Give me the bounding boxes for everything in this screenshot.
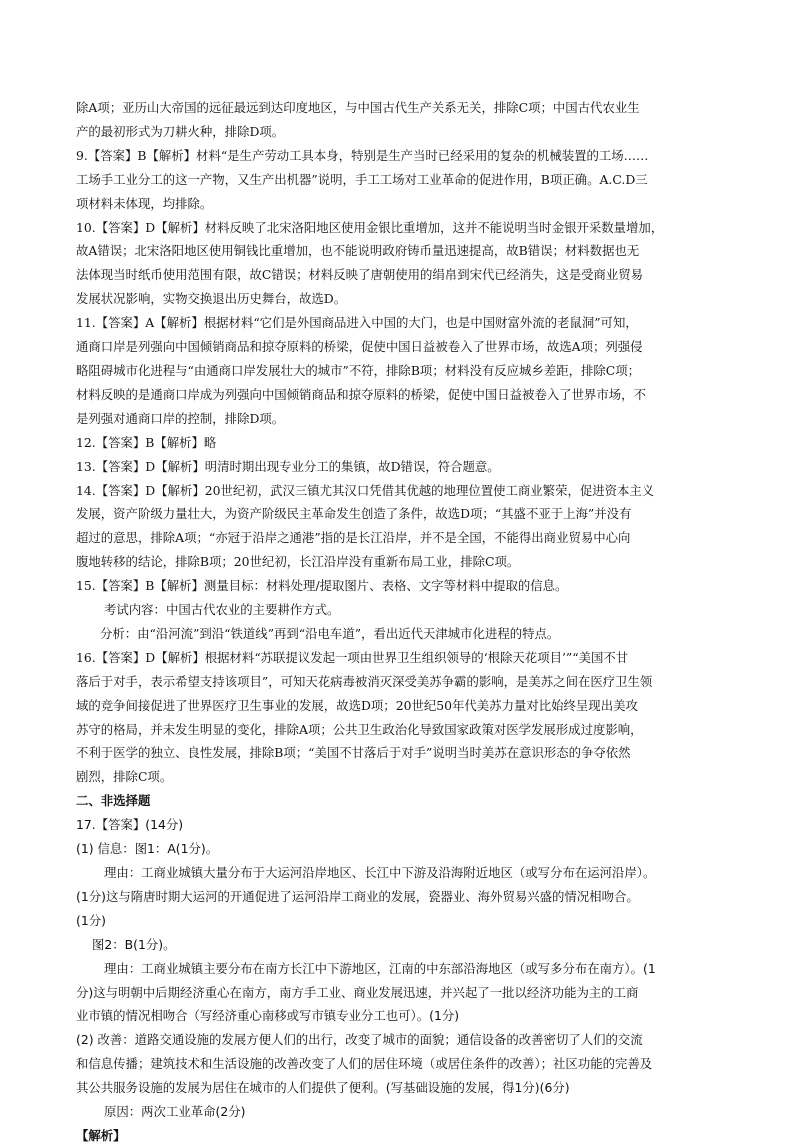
text-line: 苏守的格局，并未发生明显的变化，排除A项；公共卫生政治化导致国家政策对医学发展形成过度影响， bbox=[76, 721, 643, 737]
text-line: 超过的意思，排除A项；“亦冠于沿岸之通港”指的是长江沿岸，并不是全国，不能得出商业贸易中心向 bbox=[76, 530, 631, 546]
text-line: 法体现当时纸币使用范围有限，故C错误；材料反映了唐朝使用的绢帛到宋代已经消失，这是受商业贸易 bbox=[76, 267, 644, 283]
text-line: 产的最初形式为刀耕火种，排除D项。 bbox=[76, 123, 285, 139]
answer-15: 15.【答案】B【解析】测量目标：材料处理/提取图片、表格、文字等材料中提取的信息。 bbox=[76, 578, 568, 594]
text-line: 分)这与明朝中后期经济重心在南方，南方手工业、商业发展迅速，并兴起了一批以经济功能为主的工商 bbox=[76, 984, 639, 1000]
text-line: 除A项；亚历山大帝国的远征最远到达印度地区，与中国古代生产关系无关，排除C项；中国古代农业生 bbox=[76, 100, 640, 115]
section-heading: 二、非选择题 bbox=[76, 793, 151, 809]
text-line: (1分) bbox=[76, 912, 106, 928]
text-line: 是列强对通商口岸的控制，排除D项。 bbox=[76, 410, 285, 426]
text-line: 材料反映的是通商口岸成为列强向中国倾销商品和掠夺原料的桥梁，促使中国日益被卷入了世界市场，不 bbox=[76, 386, 646, 402]
answer-11: 11.【答案】A【解析】根据材料“它们是外国商品进入中国的大门，也是中国财富外流的老鼠洞”可知， bbox=[76, 315, 638, 331]
text-line: 工场手工业分工的这一产物，又生产出机器”说明，手工工场对工业革命的促进作用，B项正确。A.C.D三 bbox=[76, 171, 648, 187]
answer-12: 12.【答案】B【解析】略 bbox=[76, 434, 217, 450]
text-line: 业市镇的情况相吻合（写经济重心南移或写市镇专业分工也可）。(1分) bbox=[76, 1008, 460, 1024]
answer-9: 9.【答案】B【解析】材料“是生产劳动工具本身，特别是生产当时已经采用的复杂的机械装置的工场…… bbox=[76, 147, 649, 163]
text-line: 通商口岸是列强向中国倾销商品和掠夺原料的桥梁，促使中国日益被卷入了世界市场，故选A项；列强侵 bbox=[76, 339, 643, 355]
text-line: (1) 信息：图1：A(1分)。 bbox=[76, 841, 219, 857]
text-line: 考试内容：中国古代农业的主要耕作方式。 bbox=[104, 602, 340, 618]
text-line: 项材料未体现，均排除。 bbox=[76, 195, 213, 211]
analysis-heading: 【解析】 bbox=[76, 1127, 126, 1143]
text-line: 图2：B(1分)。 bbox=[92, 936, 176, 952]
text-line: 理由：工商业城镇主要分布在南方长江中下游地区，江南的中东部沿海地区（或写多分布在南方）。(1 bbox=[104, 960, 656, 976]
document-page bbox=[76, 96, 728, 1148]
text-line: 分析：由“沿河流”到沿“铁道线”再到“沿电车道”，看出近代天津城市化进程的特点。 bbox=[100, 625, 560, 641]
text-line: 剧烈，排除C项。 bbox=[76, 769, 173, 785]
answer-10: 10.【答案】D【解析】材料反映了北宋洛阳地区使用金银比重增加，这并不能说明当时金银开采数量增加， bbox=[76, 219, 664, 235]
text-line: 原因：两次工业革命(2分) bbox=[104, 1104, 246, 1120]
text-line: 和信息传播；建筑技术和生活设施的改善改变了人们的居住环境（或居住条件的改善）；社区功能的完善及 bbox=[76, 1056, 653, 1072]
text-line: (2) 改善：道路交通设施的发展方便人们的出行，改变了城市的面貌；通信设备的改善密切了人们的交流 bbox=[76, 1032, 643, 1048]
text-line: 其公共服务设施的发展为居住在城市的人们提供了便利。(写基础设施的发展，得1分)(6分) bbox=[76, 1080, 570, 1096]
text-line: 理由：工商业城镇大量分布于大运河沿岸地区、长江中下游及沿海附近地区（或写分布在运河沿岸）。 bbox=[104, 865, 656, 880]
answer-14: 14.【答案】D【解析】20世纪初，武汉三镇尤其汉口凭借其优越的地理位置使工商业繁荣，促进资本主义 bbox=[76, 482, 655, 498]
answer-16: 16.【答案】D【解析】根据材料“苏联提议发起一项由世界卫生组织领导的‘根除天花项目’”“美国不甘 bbox=[76, 649, 629, 665]
answer-17: 17.【答案】(14分) bbox=[76, 817, 184, 833]
text-line: 故A错误；北宋洛阳地区使用铜钱比重增加，也不能说明政府铸币量迅速提高，故B错误；材料数据也无 bbox=[76, 243, 640, 259]
text-line: 域的竞争间接促进了世界医疗卫生事业的发展，故选D项；20世纪50年代美苏力量对比始终呈现出美攻 bbox=[76, 697, 638, 713]
text-line: (1分)这与隋唐时期大运河的开通促进了运河沿岸工商业的发展，瓷器业、海外贸易兴盛的情况相吻合。 bbox=[76, 888, 639, 904]
text-line: 腹地转移的结论，排除B项；20世纪初，长江沿岸没有重新布局工业，排除C项。 bbox=[76, 554, 520, 570]
text-line: 落后于对手，表示希望支持该项目”，可知天花病毒被消灭深受美苏争霸的影响，是美苏之间在医疗卫生领 bbox=[76, 673, 653, 689]
text-line: 发展状况影响，实物交换退出历史舞台，故选D。 bbox=[76, 291, 347, 307]
text-line: 发展，资产阶级力量壮大，为资产阶级民主革命发生创造了条件，故选D项；“其盛不亚于上海”并没有 bbox=[76, 506, 632, 522]
text-line: 不利于医学的独立、良性发展，排除B项；“美国不甘落后于对手”说明当时美苏在意识形态的争夺依然 bbox=[76, 745, 631, 761]
text-line: 略阻碍城市化进程与“由通商口岸发展壮大的城市”不符，排除B项；材料没有反应城乡差距，排除C项； bbox=[76, 362, 641, 378]
answer-13: 13.【答案】D【解析】明清时期出现专业分工的集镇，故D错误，符合题意。 bbox=[76, 458, 500, 474]
